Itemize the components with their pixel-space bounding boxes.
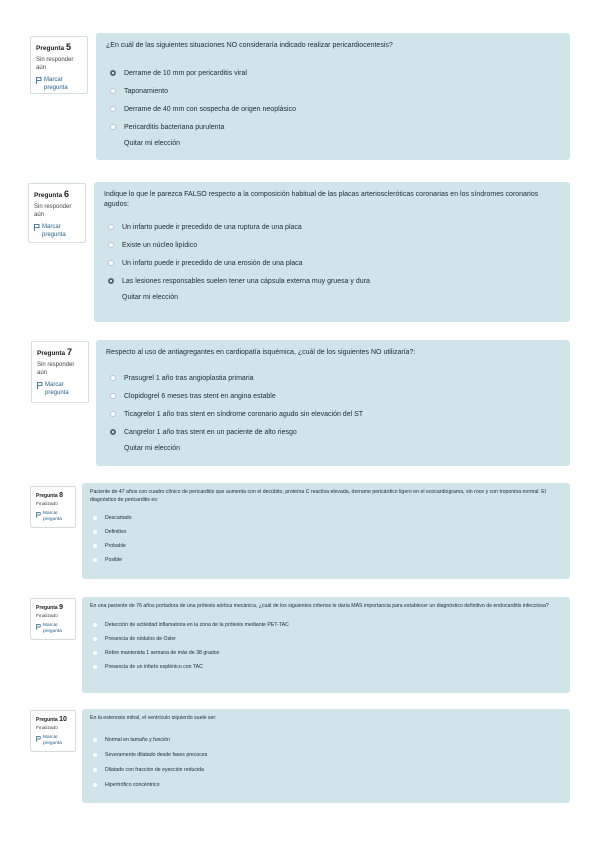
answer-option[interactable]: Severamente dilatado desde fases precoces [93,748,562,763]
radio-button[interactable] [108,278,114,284]
radio-button[interactable] [93,544,97,548]
radio-button[interactable] [110,375,116,381]
radio-button[interactable] [110,393,116,399]
question-text: Respecto al uso de antiagregantes en cardiopatía isquémica, ¿cuál de los siguientes NO utilizaría?: [106,349,416,356]
question-content [82,597,570,693]
question-text: En la estenosis mitral, el ventrículo izquierdo suele ser: [90,715,217,721]
answer-option[interactable]: Presencia de un infarto esplénico con TAC [93,660,562,674]
flag-question-link[interactable]: Marcar pregunta [37,381,83,397]
radio-button[interactable] [93,637,97,641]
answer-option[interactable]: Pericarditis bacteriana purulenta [110,118,560,136]
answer-option[interactable]: Derrame de 10 mm por pericarditis viral [110,64,560,82]
question-info [30,710,76,752]
answer-option[interactable]: Descartado [93,511,562,525]
radio-button[interactable] [93,530,97,534]
question-text: ¿En cuál de las siguientes situaciones NO consideraría indicado realizar pericardiocentesis? [106,42,393,49]
question-number: Pregunta 7 [37,347,72,357]
flag-icon [34,224,40,231]
question-state: Sin responder aún [36,56,74,71]
question-info [30,36,88,94]
clear-choice-link[interactable]: Quitar mi elección [124,445,181,453]
flag-icon [37,382,43,389]
answer-option[interactable]: Posible [93,553,562,567]
radio-button[interactable] [110,429,116,435]
answer-option[interactable]: Taponamiento [110,82,560,100]
clear-choice-link[interactable]: Quitar mi elección [122,294,179,302]
question-text: Indique lo que le parezca FALSO respecto a la composición habitual de las placas arterioscleróticas coronarias en los síndromes coronarios agudos: [104,191,539,209]
answer-option[interactable]: Normal en tamaño y función [93,733,562,748]
question-content [96,340,570,466]
answer-option[interactable]: Derrame de 40 mm con sospecha de origen neoplásico [110,100,560,118]
question-number: Pregunta 10 [36,716,67,723]
question-state: Finalizado [36,502,58,508]
flag-question-link[interactable]: Marcar pregunta [36,76,82,92]
radio-button[interactable] [108,224,114,230]
radio-button[interactable] [110,124,116,130]
radio-button[interactable] [93,665,97,669]
radio-button[interactable] [93,623,97,627]
answer-option[interactable]: Definitivo [93,525,562,539]
flag-icon [36,77,42,84]
radio-button[interactable] [110,411,116,417]
answer-option[interactable]: Dilatado con fracción de eyección reducida [93,763,562,778]
answer-option[interactable]: Ticagrelor 1 año tras stent en síndrome coronario agudo sin elevación del ST [110,405,560,423]
flag-question-link[interactable]: Marcar pregunta [36,735,70,748]
radio-button[interactable] [93,516,97,520]
question-number: Pregunta 5 [36,42,71,52]
question-content [94,182,570,322]
question-state: Sin responder aún [34,203,72,218]
clear-choice-link[interactable]: Quitar mi elección [124,140,181,148]
flag-question-link[interactable]: Marcar pregunta [36,623,70,636]
question-content [82,709,570,803]
answer-option[interactable]: Clopidogrel 6 meses tras stent en angina estable [110,387,560,405]
answer-option[interactable]: Un infarto puede ir precedido de una ruptura de una placa [108,218,560,236]
answer-option[interactable]: Hipertrófico concéntrico [93,778,562,793]
question-info [31,341,89,403]
radio-button[interactable] [93,738,97,742]
question-content [82,483,570,579]
flag-question-link[interactable]: Marcar pregunta [36,511,70,524]
flag-question-link[interactable]: Marcar pregunta [34,223,80,239]
radio-button[interactable] [108,260,114,266]
question-state: Finalizado [36,726,58,732]
radio-button[interactable] [93,558,97,562]
radio-button[interactable] [110,106,116,112]
radio-button[interactable] [108,242,114,248]
radio-button[interactable] [110,70,116,76]
radio-button[interactable] [110,88,116,94]
answer-option[interactable]: Cangrelor 1 año tras stent en un paciente de alto riesgo [110,423,560,441]
radio-button[interactable] [93,651,97,655]
radio-button[interactable] [93,768,97,772]
question-content [96,33,570,160]
question-text: Paciente de 47 años con cuadro clínico de pericarditis que aumenta con el decúbito, proteína C reactiva elevada, derrame pericárdico ligero en el ecocardiograma, sin roce y con troponina normal. El diagnóstico de pericarditis es: [90,489,546,503]
flag-icon [36,624,41,630]
answer-option[interactable]: Existe un núcleo lipídico [108,236,560,254]
answer-option[interactable]: Prasugrel 1 año tras angioplastia primaria [110,369,560,387]
question-number: Pregunta 6 [34,189,69,199]
answer-option[interactable]: Probable [93,539,562,553]
question-number: Pregunta 9 [36,604,63,611]
answer-option[interactable]: Las lesiones responsables suelen tener una cápsula externa muy gruesa y dura [108,272,560,290]
question-state: Finalizado [36,614,58,620]
question-info [30,598,76,640]
flag-icon [36,512,41,518]
answer-option[interactable]: Un infarto puede ir precedido de una erosión de una placa [108,254,560,272]
question-state: Sin responder aún [37,361,75,376]
radio-button[interactable] [93,753,97,757]
radio-button[interactable] [93,783,97,787]
answer-option[interactable]: Presencia de nódulos de Osler [93,632,562,646]
answer-option[interactable]: Rebre mantenida 1 semana de más de 38 grados [93,646,562,660]
question-info [28,183,86,243]
question-info [30,486,76,528]
question-text: En una paciente de 76 años portadora de una prótesis aórtica mecánica, ¿cuál de los siguientes criterios le daría MÁS importancia para establecer un diagnóstico definitivo de endocarditis infecciosa? [90,603,549,609]
question-number: Pregunta 8 [36,492,63,499]
flag-icon [36,736,41,742]
answer-option[interactable]: Detección de actividad inflamatoria en la zona de la prótesis mediante PET-TAC [93,618,562,632]
